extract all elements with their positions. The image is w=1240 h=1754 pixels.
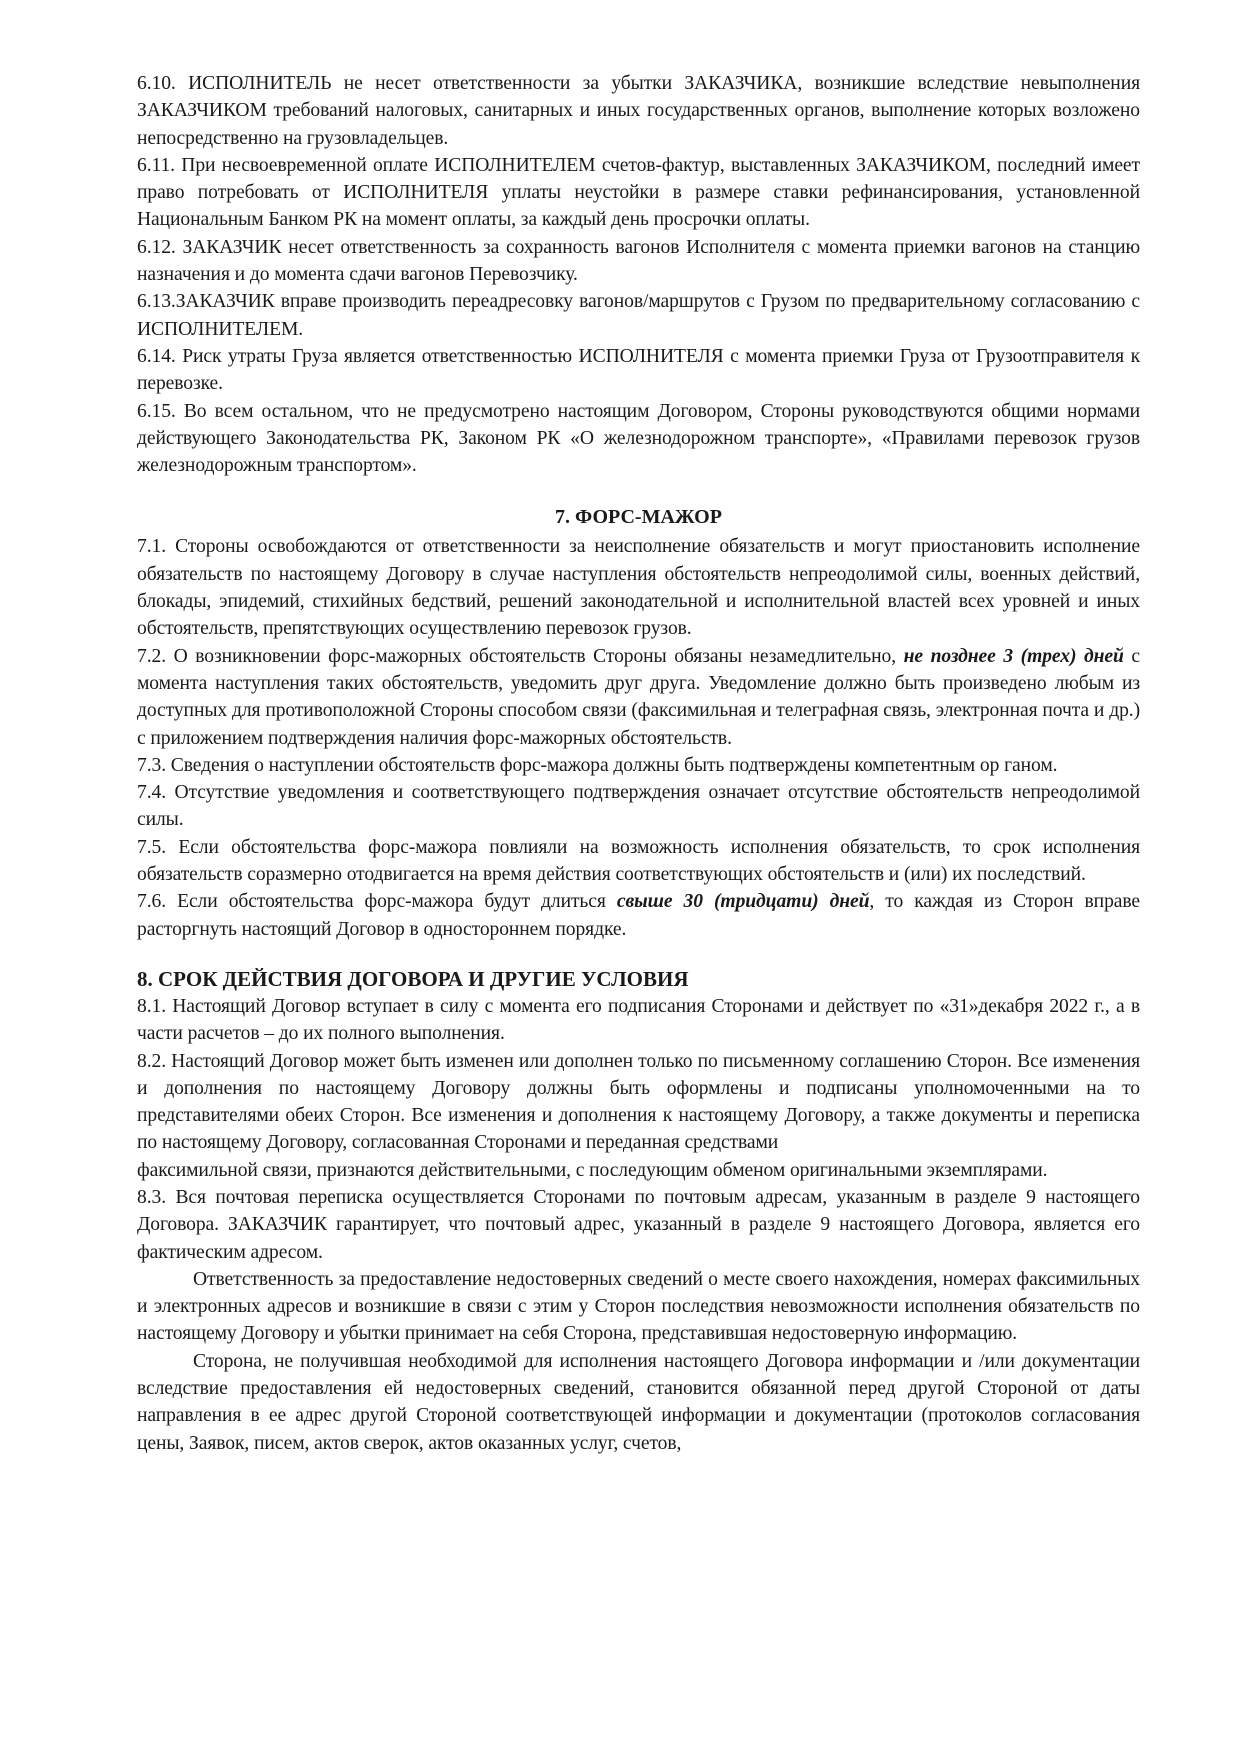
clause-7-5: 7.5. Если обстоятельства форс-мажора повлияли на возможность исполнения обязательств, то срок исполнения обязательств соразмерно отодвигается на время действия соответствующих обстоятельств и (или) их последствий. [137,836,1140,886]
clause-7-6-text-a: 7.6. Если обстоятельства форс-мажора будут длиться [137,891,617,913]
clause-7-3: 7.3. Сведения о наступлении обстоятельств форс-мажора должны быть подтверждены компетентным ор ганом. [137,754,1058,776]
clause-6-13: 6.13.ЗАКАЗЧИК вправе производить переадресовку вагонов/маршрутов с Грузом по предварительному согласованию с ИСПОЛНИТЕЛЕМ. [137,291,1140,340]
section-8-title: 8. СРОК ДЕЙСТВИЯ ДОГОВОРА И ДРУГИЕ УСЛОВИЯ [137,966,689,991]
section-7-title: 7. ФОРС-МАЖОР [555,506,722,529]
liability-paragraph: Ответственность за предоставление недостоверных сведений о месте своего нахождения, номерах факсимильных и электронных адресов и возникшие в связи с этим у Сторон последствия невозможности исполнения обязательств по настоящему Договору и убытки принимает на себя Сторона, представившая недостоверную информацию. [137,1268,1140,1345]
clause-7-1: 7.1. Стороны освобождаются от ответственности за неисполнение обязательств и могут приостановить исполнение обязательств по настоящему Договору в случае наступления обстоятельств непреодолимой силы, военных действий, блокады, эпидемий, стихийных бедствий, решений законодательной и исполнительной властей всех уровней и иных обстоятельств, препятствующих осуществлению перевозок грузов. [137,536,1140,640]
clause-8-2-continued: факсимильной связи, признаются действительными, с последующим обменом оригинальными экземплярами. [137,1159,1048,1181]
clause-7-2 [137,643,1140,752]
clause-6-10: 6.10. ИСПОЛНИТЕЛЬ не несет ответственности за убытки ЗАКАЗЧИКА, возникшие вследствие невыполнения ЗАКАЗЧИКОМ требований налоговых, санитарных и иных государственных органов, выполнение которых возложено непосредственно на грузовладельцев. [137,73,1140,149]
clause-6-14: 6.14. Риск утраты Груза является ответственностью ИСПОЛНИТЕЛЯ с момента приемки Груза от Грузоотправителя к перевозке. [137,345,1140,395]
clause-6-11: 6.11. При несвоевременной оплате ИСПОЛНИТЕЛЕМ счетов-фактур, выставленных ЗАКАЗЧИКОМ, последний имеет право потребовать от ИСПОЛНИТЕЛЯ уплаты неустойки в размере ставки рефинансирования, установленной Национальным Банком РК на момент оплаты, за каждый день просрочки оплаты. [137,154,1140,231]
obligation-paragraph: Сторона, не получившая необходимой для исполнения настоящего Договора информации и /или документации вследствие предоставления ей недостоверных сведений, становится обязанной перед другой Стороной от даты направления в ее адрес другой Стороной соответствующей информации и документации (протоколов согласования цены, Заявок, писем, актов сверок, актов оказанных услуг, счетов, [137,1350,1140,1454]
clause-8-1: 8.1. Настоящий Договор вступает в силу с момента его подписания Сторонами и действует по «31»декабря 2022 г., а в части расчетов – до их полного выполнения. [137,995,1140,1045]
clause-8-2: 8.2. Настоящий Договор может быть изменен или дополнен только по письменному соглашению Сторон. Все изменения и дополнения по настоящему Договору должны быть оформлены и подписаны уполномоченными на то представителями обеих Сторон. Все изменения и дополнения к настоящему Договору, а также документы и переписка по настоящему Договору, согласованная Сторонами и переданная средствами [137,1050,1140,1154]
clause-7-6 [137,888,1140,943]
clause-7-6-emphasis: свыше 30 (тридцати) дней [616,891,870,913]
clause-6-15: 6.15. Во всем остальном, что не предусмотрено настоящим Договором, Стороны руководствуются общими нормами действующего Законодательства РК, Законом РК «О железнодорожном транспорте», «Правилами перевозок грузов железнодорожным транспортом». [137,400,1140,477]
clause-8-3: 8.3. Вся почтовая переписка осуществляется Сторонами по почтовым адресам, указанным в разделе 9 настоящего Договора. ЗАКАЗЧИК гарантирует, что почтовый адрес, указанный в разделе 9 настоящего Договора, является его фактическим адресом. [137,1186,1140,1263]
clause-6-12: 6.12. ЗАКАЗЧИК несет ответственность за сохранность вагонов Исполнителя с момента приемки вагонов на станцию назначения и до момента сдачи вагонов Перевозчику. [137,236,1140,286]
clause-7-2-emphasis: не позднее 3 (трех) дней [903,645,1124,667]
clause-7-4: 7.4. Отсутствие уведомления и соответствующего подтверждения означает отсутствие обстоятельств непреодолимой силы. [137,782,1140,831]
clause-7-6-text-c: , то каждая из Сторон вправе расторгнуть настоящий Договор в одностороннем порядке. [137,891,1140,940]
clause-7-2-text-a: 7.2. О возникновении форс-мажорных обстоятельств Стороны обязаны незамедлительно, [137,645,904,667]
clause-7-2-text-c: с момента наступления таких обстоятельств, уведомить друг друга. Уведомление должно быть произведено любым из доступных для противоположной Стороны способом связи (факсимильная и телеграфная связь, электронная почта и др.) с приложением подтверждения наличия форс-мажорных обстоятельств. [137,645,1140,749]
